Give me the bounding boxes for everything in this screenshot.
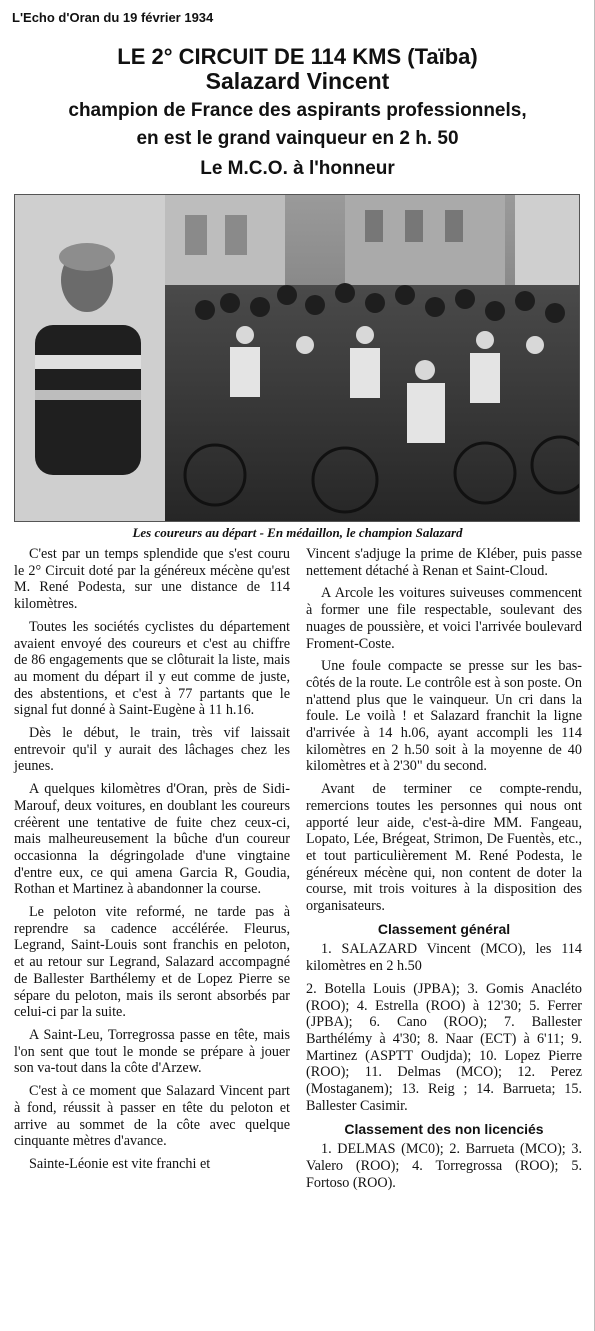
paragraph: A quelques kilomètres d'Oran, près de Sidi-Marouf, deux voitures, en doublant les coureurs créèrent une tentative de fuite chez ceux-ci, mais malheureusement la bûche d'un coureur occasionna la dégringolade d'une vingtaine d'entre eux, ce qui amena Garcia R, Goudia, Rothan et Martinez à abandonner la course. xyxy=(14,781,290,898)
race-start-photo xyxy=(14,194,580,522)
headline-winner-name: Salazard Vincent xyxy=(205,68,390,94)
classement-non-licencies-list: 1. DELMAS (MC0); 2. Barrueta (MCO); 3. Valero (ROO); 4. Torregrossa (ROO); 5. Fortoso (ROO). xyxy=(306,1141,582,1191)
headline-circuit: LE 2° CIRCUIT DE 114 KMS (Taïba) xyxy=(117,44,478,69)
photo-caption: Les coureurs au départ - En médaillon, le champion Salazard xyxy=(132,525,463,540)
headline-time: en est le grand vainqueur en 2 h. 50 xyxy=(136,128,459,149)
paragraph: Vincent s'adjuge la prime de Kléber, puis passe nettement détaché à Renan et Saint-Cloud. xyxy=(306,546,582,579)
classement-general-first: 1. SALAZARD Vincent (MCO), les 114 kilomètres en 2 h.50 xyxy=(306,941,582,975)
article-right-column xyxy=(306,546,582,1197)
paragraph: Sainte-Léonie est vite franchi et xyxy=(29,1155,211,1172)
paragraph: A Saint-Leu, Torregrossa passe en tête, mais l'on sent que tout le monde se prépare à jouer son va-tout dans la côte d'Arzew. xyxy=(14,1026,290,1077)
paragraph: Le peloton vite reformé, ne tarde pas à reprendre sa cadence accélérée. Fleurus, Legrand, Saint-Louis sont franchis en peloton, et au retour sur Legrand, Salazard accompagné de Ballester Barthélemy et de Lopez Pierre se sépare du peloton, mais ils seront absorbés par celui-ci par la suite. xyxy=(14,904,290,1021)
classement-general-title: Classement général xyxy=(377,920,511,937)
paragraph: C'est par un temps splendide que s'est couru le 2° Circuit doté par la généreux mécène qu'est M. René Podesta, sur une distance de 114 kilomètres. xyxy=(14,546,290,613)
paragraph: Toutes les sociétés cyclistes du département avaient envoyé des coureurs et c'est au chiffre de 86 engagements que se clôturait la liste, mais au moment du départ il y eut comme de juste, des abstentions, et c'est à 77 partants que le signal fut donné à Saint-Eugène à 11 h.16. xyxy=(14,618,290,719)
paragraph: C'est à ce moment que Salazard Vincent part à fond, réussit à passer en tête du peloton et arrive au sommet de la côte avec quelque cinquante mètres d'avance. xyxy=(14,1083,290,1150)
paragraph: Dès le début, le train, très vif laissait entrevoir qu'il y aurait des lâchages chez les jeunes. xyxy=(14,725,290,775)
paragraph: Avant de terminer ce compte-rendu, remercions toutes les personnes qui nous ont apporté leur aide, c'est-à-dire MM. Fangeau, Lopato, Lée, Brégeat, Strimon, De Fuentès, etc., et tout particulièrement M. René Podesta, le généreux mécène qui, non content de doter la course, mit trois voitures à la disposition des organisateurs. xyxy=(306,781,582,915)
paragraph: Une foule compacte se presse sur les bas-côtés de la route. Le contrôle est à son poste. On n'attend plus que le vainqueur. Un cri dans la foule. Le voilà ! et Salazard franchit la ligne d'arrivée à 14 h.06, ayant accompli les 114 kilomètres en 2 h.50 soit à la moyenne de 40 kilomètres et à 2'30" du second. xyxy=(306,658,582,775)
headline-champion: champion de France des aspirants professionnels, xyxy=(68,100,527,121)
classement-general-list: 2. Botella Louis (JPBA); 3. Gomis Anacléto (ROO); 4. Estrella (ROO) à 12'30; 5. Ferrer (JPBA); 6. Cano (ROO); 7. Ballester Barthélémy à 4'30; 8. Naar (ECT) à 6'11; 9. Martinez (ASPTT Oudjda); 10. Lopez Pierre (ROO); 11. Delmas (MCO); 12. Perez (Mostaganem); 13. Reig ; 14. Barrueta; 15. Ballester Casimir. xyxy=(306,980,582,1114)
classement-non-licencies-title: Classement des non licenciés xyxy=(344,1120,544,1137)
paragraph: A Arcole les voitures suiveuses commencent à former une file respectable, soulevant des nuages de poussière, et voici l'arrivée boulevard Froment-Coste. xyxy=(306,585,582,652)
dateline: L'Echo d'Oran du 19 février 1934 xyxy=(12,10,214,25)
headline-mco: Le M.C.O. à l'honneur xyxy=(200,158,395,179)
article-left-column xyxy=(14,546,290,1179)
